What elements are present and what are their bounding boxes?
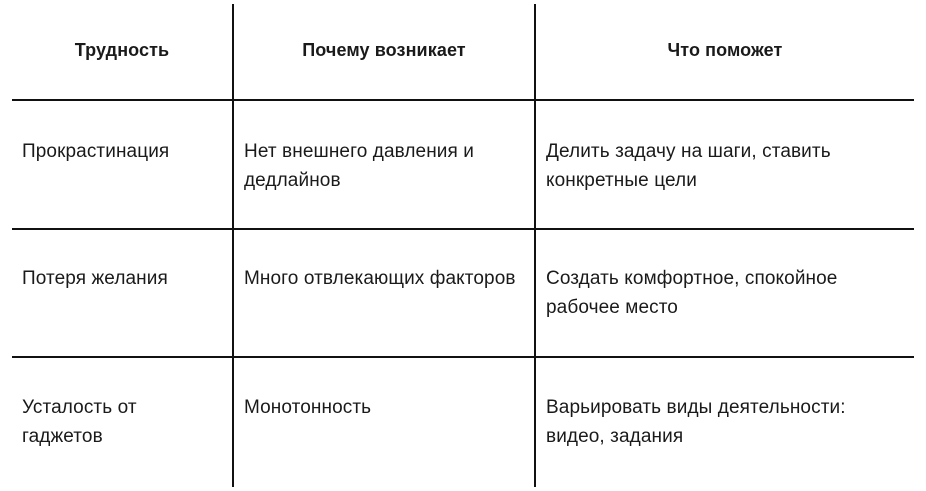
header-difficulty: Трудность — [74, 40, 170, 60]
header-solution: Что поможет — [667, 40, 783, 60]
table-cell: Прокрастинация — [22, 141, 170, 162]
row-divider — [12, 228, 914, 230]
table-cell: Делить задачу на шаги, ставить конкретные цели — [546, 141, 831, 191]
table-cell: Потеря желания — [22, 268, 168, 289]
table-cell: Монотонность — [244, 397, 372, 418]
row-divider — [12, 356, 914, 358]
column-divider — [232, 4, 234, 487]
column-divider — [534, 4, 536, 487]
header-reason: Почему возникает — [302, 40, 466, 60]
table-cell: Создать комфортное, спокойное рабочее место — [546, 268, 838, 318]
table-cell: Варьировать виды деятельности: видео, задания — [546, 397, 846, 447]
row-divider — [12, 99, 914, 101]
comparison-table — [12, 0, 914, 491]
table-cell: Усталость от гаджетов — [22, 397, 137, 447]
table-cell: Много отвлекающих факторов — [244, 268, 516, 289]
table-cell: Нет внешнего давления и дедлайнов — [244, 141, 475, 191]
